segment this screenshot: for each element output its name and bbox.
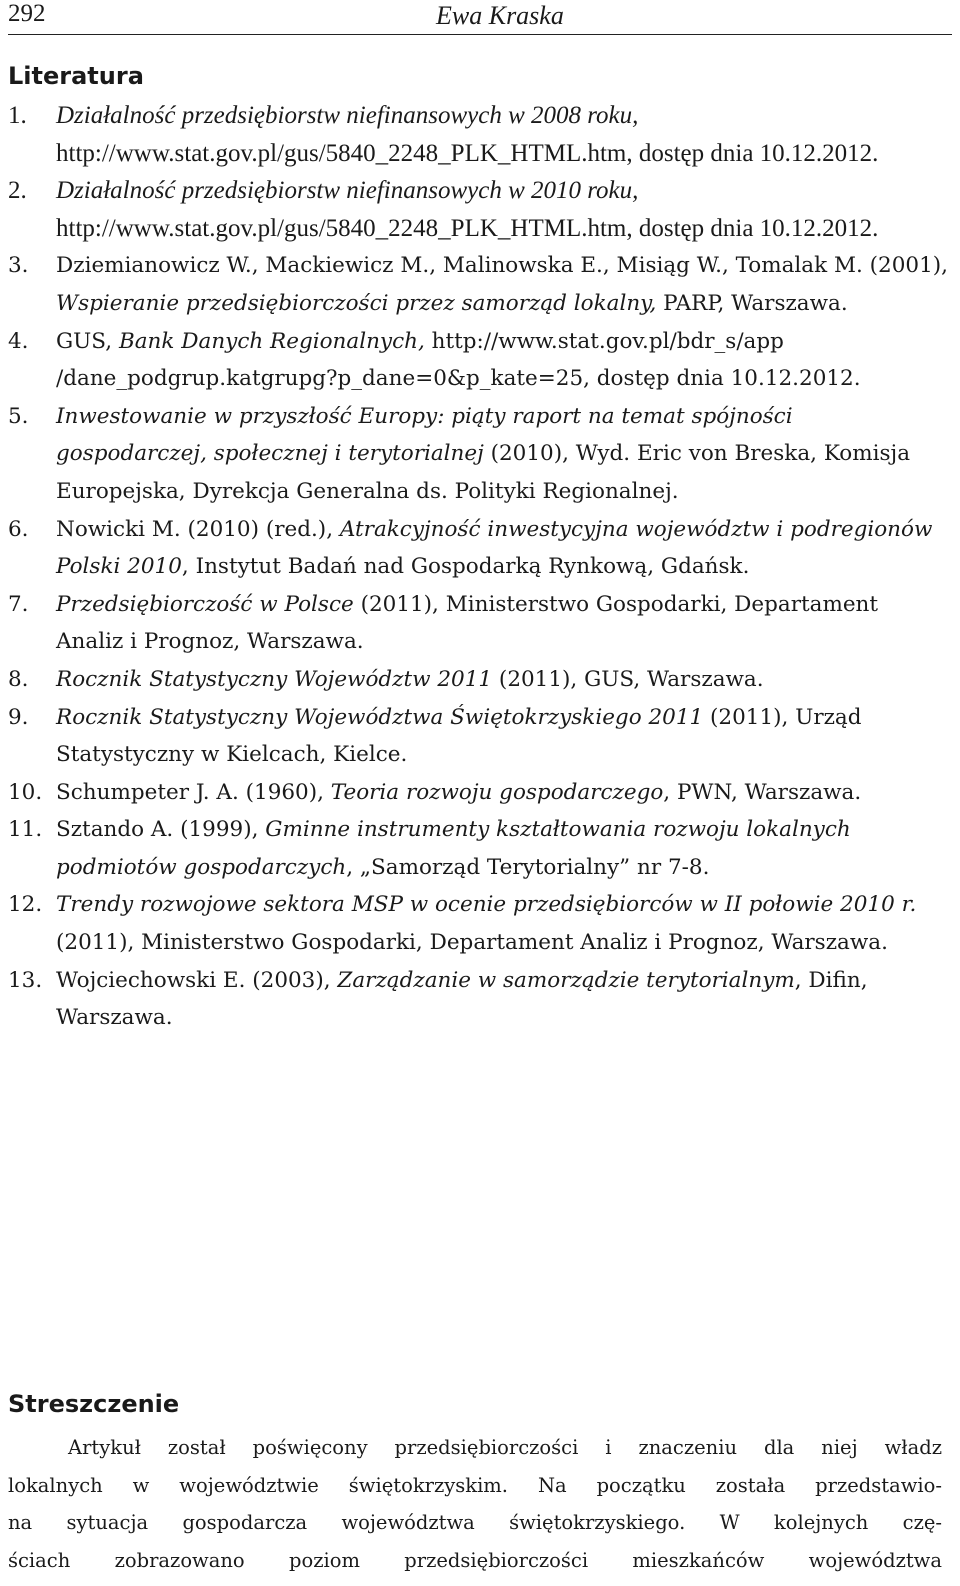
reference-title: Działalność przedsiębiorstw niefinansowych w 2010 roku, — [56, 177, 639, 205]
reference-text: , Instytut Badań nad Gospodarką Rynkową, Gdańsk. — [181, 554, 750, 580]
reference-text: (2011), Ministerstwo Gospodarki, Departament Analiz i Prognoz, Warszawa. — [56, 591, 879, 655]
abstract-heading: Streszczenie — [8, 1390, 180, 1418]
reference-text: Wojciechowski E. (2003), — [56, 967, 338, 993]
reference-text: (2011), Urząd Statystyczny w Kielcach, Kielce. — [56, 704, 862, 768]
reference-item — [8, 323, 948, 398]
reference-text: (2010), Wyd. Eric von Breska, Komisja Europejska, Dyrekcja Generalna ds. Polityki Regionalnej. — [56, 441, 911, 504]
reference-title: Rocznik Statystyczny Województwa Świętokrzyskiego 2011 — [56, 704, 704, 730]
page-header — [8, 0, 952, 35]
reference-text: Schumpeter J. A. (1960), — [56, 779, 331, 805]
reference-item — [8, 699, 948, 774]
reference-text: Dziemianowicz W., Mackiewicz M., Malinowska E., Misiąg W., Tomalak M. (2001), — [56, 253, 948, 279]
reference-text: , „Samorząd Terytorialny” nr 7-8. — [346, 854, 710, 880]
reference-item — [8, 661, 948, 699]
reference-number: 13. — [8, 967, 43, 993]
running-head-author: Ewa Kraska — [436, 1, 564, 30]
reference-item — [8, 172, 948, 247]
literature-heading: Literatura — [8, 62, 144, 90]
reference-text: http://www.stat.gov.pl/gus/5840_2248_PLK_HTML.htm, dostęp dnia 10.12.2012. — [56, 214, 879, 242]
reference-number: 9. — [8, 704, 29, 730]
reference-title: Wspieranie przedsiębiorczości przez samorząd lokalny, — [56, 290, 657, 316]
reference-title: Rocznik Statystyczny Województw 2011 — [56, 666, 493, 692]
reference-item — [8, 586, 948, 661]
reference-text: , Difin, Warszawa. — [56, 967, 868, 1031]
reference-number: 11. — [8, 817, 43, 843]
abstract-line: lokalnych w województwie świętokrzyskim. Na początku została przedstawio- — [8, 1473, 942, 1497]
reference-title: Trendy rozwojowe sektora MSP w ocenie przedsiębiorców w II połowie 2010 r. — [56, 892, 917, 918]
reference-number: 2. — [8, 177, 27, 205]
reference-text: Sztando A. (1999), — [56, 817, 266, 843]
reference-item — [8, 774, 948, 812]
reference-number: 8. — [8, 666, 29, 692]
page-number: 292 — [8, 0, 46, 27]
reference-title: Bank Danych Regionalnych, — [118, 328, 425, 354]
reference-title: Zarządzanie w samorządzie terytorialnym — [337, 967, 795, 993]
reference-title: Gminne instrumenty kształtowania rozwoju lokalnych podmiotów gospodarczych — [56, 817, 851, 880]
abstract-body — [8, 1429, 942, 1579]
reference-item — [8, 511, 948, 586]
reference-number: 4. — [8, 328, 29, 354]
reference-title: Teoria rozwoju gospodarczego — [330, 779, 664, 805]
reference-number: 5. — [8, 403, 29, 429]
reference-item — [8, 398, 948, 511]
reference-item — [8, 962, 948, 1037]
abstract-line: Artykuł został poświęcony przedsiębiorczości i znaczeniu dla niej władz — [68, 1436, 942, 1459]
reference-text: Nowicki M. (2010) (red.), — [56, 516, 340, 542]
reference-text: PARP, Warszawa. — [656, 290, 848, 316]
reference-number: 10. — [8, 779, 43, 805]
reference-title: Działalność przedsiębiorstw niefinansowych w 2008 roku, — [56, 102, 639, 129]
reference-text: (2011), GUS, Warszawa. — [492, 666, 764, 692]
reference-text: http://www.stat.gov.pl/bdr_s/app /dane_podgrup.katgrupg?p_dane=0&p_kate=25, dostęp dnia 10.12.2012. — [56, 328, 861, 392]
reference-number: 3. — [8, 253, 29, 279]
reference-text: , PWN, Warszawa. — [663, 779, 862, 805]
reference-text: (2011), Ministerstwo Gospodarki, Departament Analiz i Prognoz, Warszawa. — [56, 930, 888, 956]
reference-item — [8, 811, 948, 886]
reference-item — [8, 97, 948, 172]
reference-title: Inwestowanie w przyszłość Europy: piąty raport na temat spójności gospodarczej, społecznej i terytorialnej — [56, 403, 793, 467]
reference-item — [8, 247, 948, 322]
reference-number: 1. — [8, 102, 27, 129]
reference-text: http://www.stat.gov.pl/gus/5840_2248_PLK_HTML.htm, dostęp dnia 10.12.2012. — [56, 139, 879, 167]
reference-number: 6. — [8, 516, 29, 542]
reference-title: Atrakcyjność inwestycyjna województw i podregionów Polski 2010 — [56, 516, 933, 580]
reference-item — [8, 886, 948, 961]
abstract-line: ściach zobrazowano poziom przedsiębiorczości mieszkańców województwa — [8, 1548, 942, 1572]
reference-text: GUS, — [56, 328, 119, 354]
reference-number: 7. — [8, 591, 29, 617]
reference-title: Przedsiębiorczość w Polsce — [56, 591, 354, 617]
abstract-line: na sytuacja gospodarcza województwa świętokrzyskiego. W kolejnych czę- — [8, 1511, 942, 1535]
reference-list — [8, 97, 948, 1037]
reference-number: 12. — [8, 892, 43, 918]
